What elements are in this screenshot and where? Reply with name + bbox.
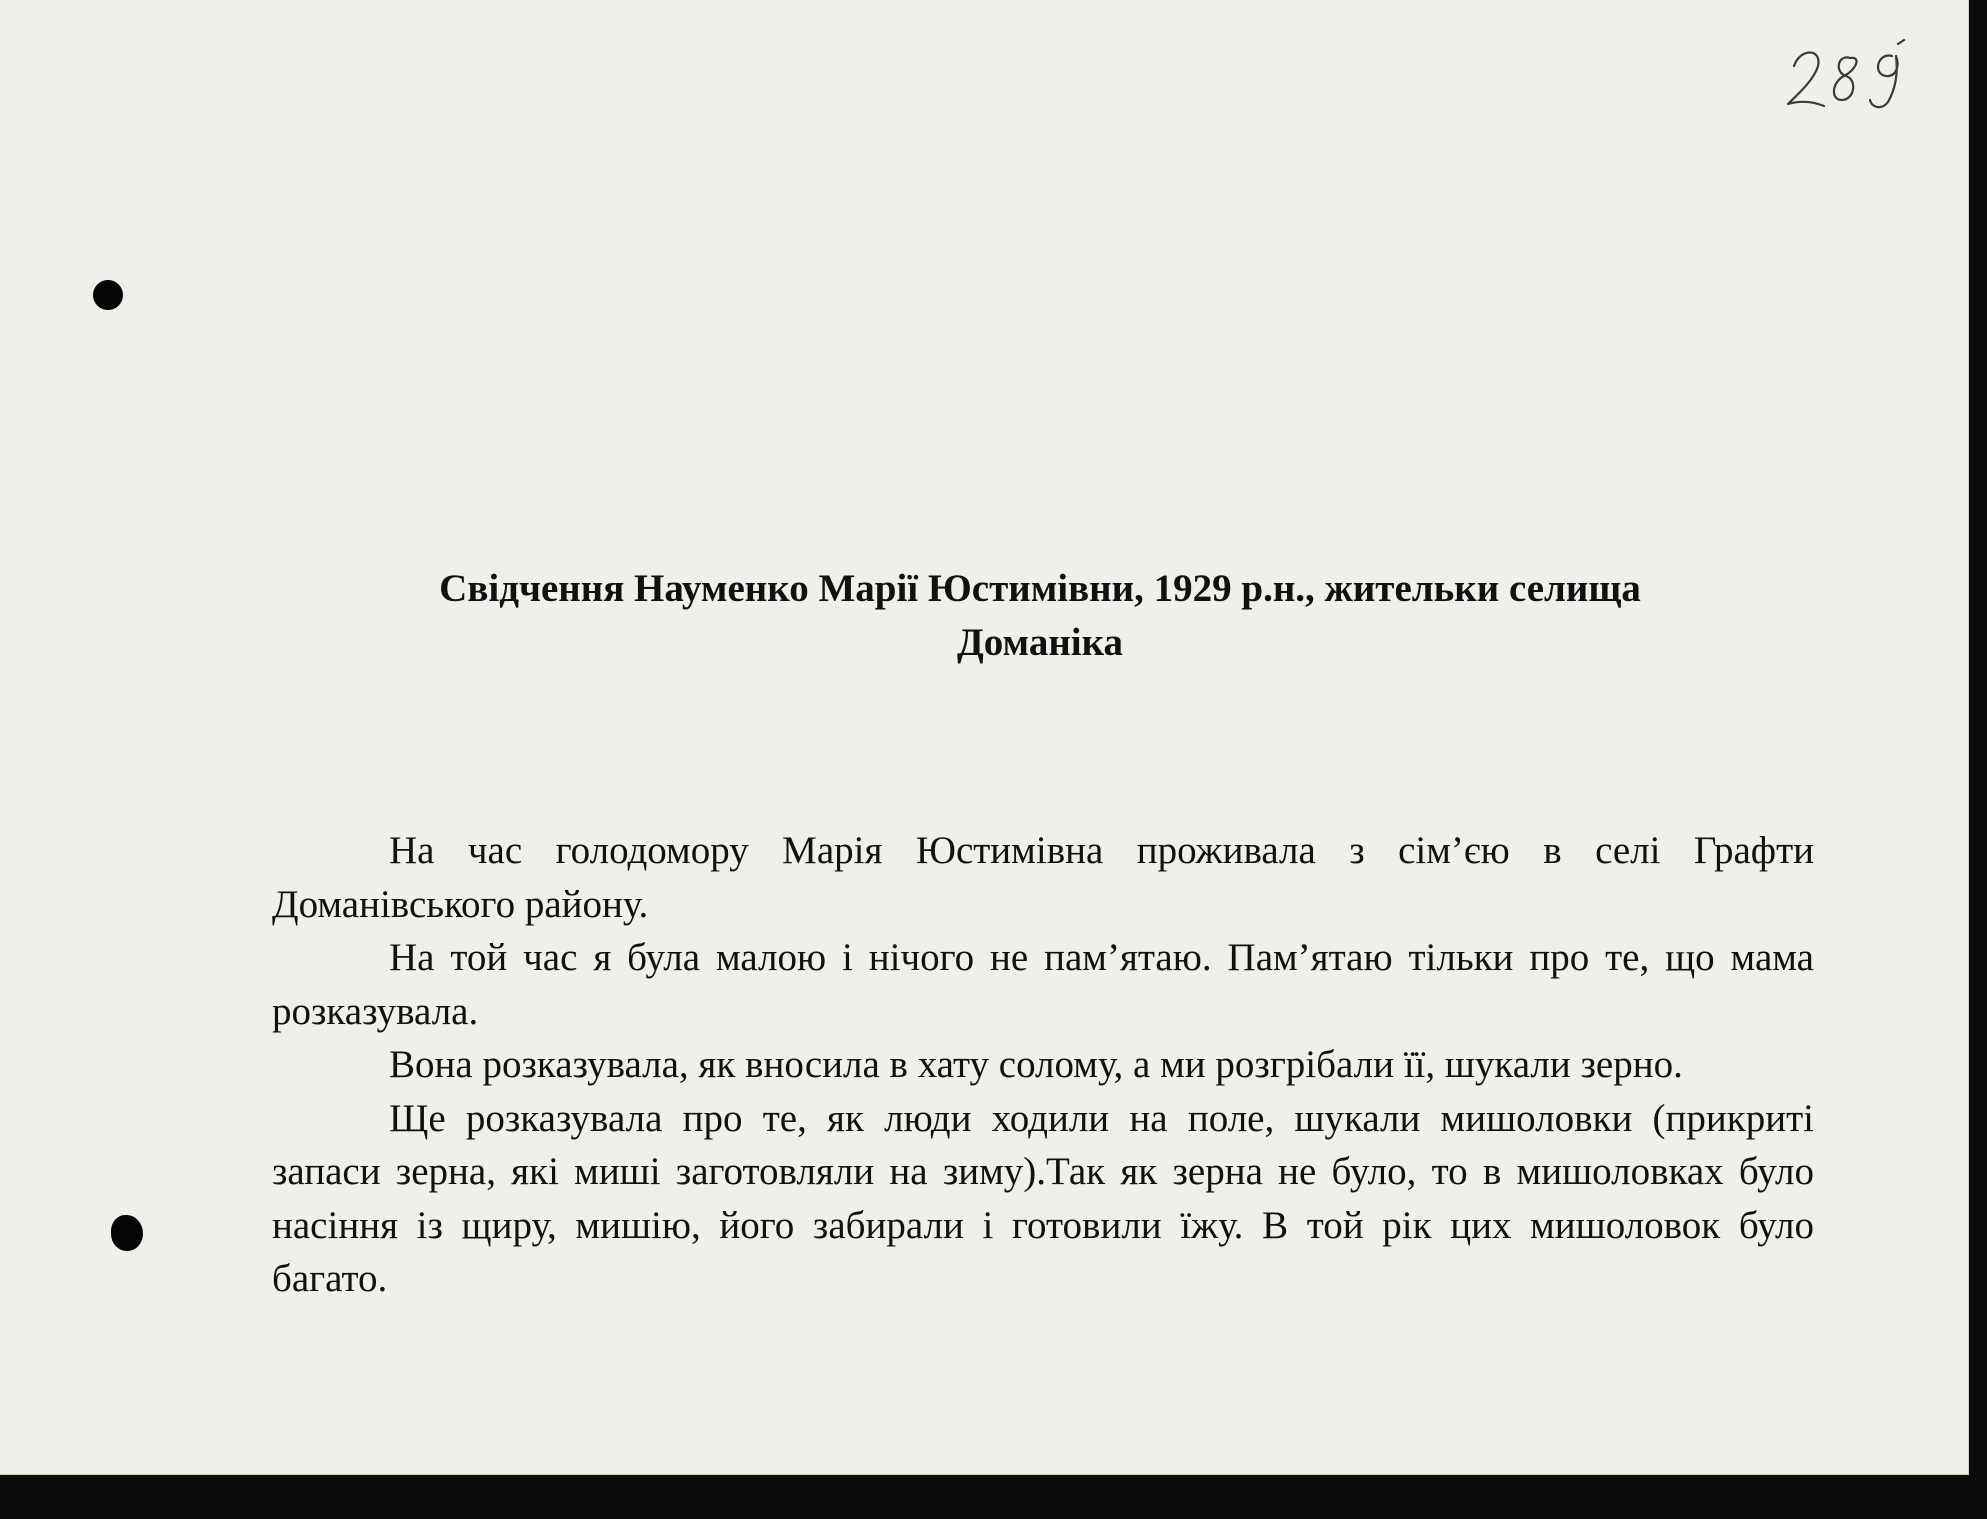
paragraph: На час голодомору Марія Юстимівна проживала з сім’єю в селі Графти Доманівського району. xyxy=(272,829,1814,926)
punch-hole-top xyxy=(93,280,123,310)
document-title xyxy=(250,562,1830,670)
title-line-1: Свідчення Науменко Марії Юстимівни, 1929 р.н., жительки селища xyxy=(439,567,1641,610)
paragraph: Вона розказувала, як вносила в хату солому, а ми розгрібали її, шукали зерно. xyxy=(389,1043,1683,1086)
punch-hole-bottom xyxy=(111,1215,143,1251)
testimony-body xyxy=(272,824,1814,1306)
handwritten-folio-number xyxy=(1780,36,1920,116)
paragraph: Ще розказувала про те, як люди ходили на поле, шукали мишоловки (прикриті запаси зерна, які миші заготовляли на зиму).Так як зерна не було, то в мишоловках було насіння із щиру, мишію, його забирали і готовили їжу. В той рік цих мишоловок було багато. xyxy=(272,1096,1814,1300)
paragraph: На той час я була малою і нічого не пам’ятаю. Пам’ятаю тільки про те, що мама розказувала. xyxy=(272,936,1814,1033)
title-line-2: Доманіка xyxy=(956,621,1124,664)
